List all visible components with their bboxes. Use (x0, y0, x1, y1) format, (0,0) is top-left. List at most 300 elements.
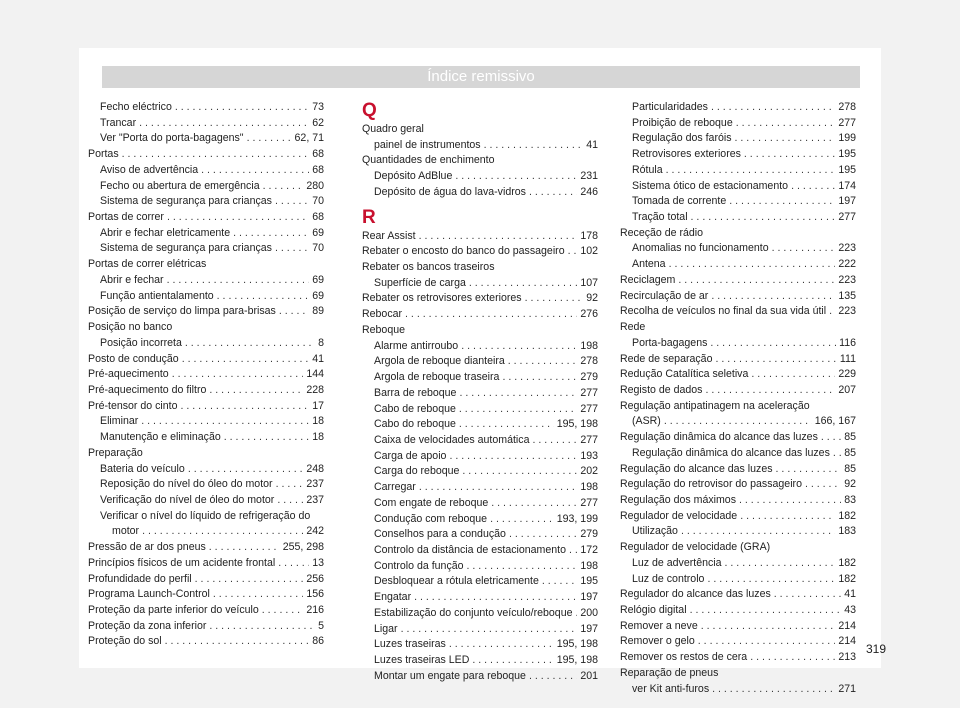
dot-leader (568, 244, 578, 260)
index-entry-page: 182 (838, 509, 856, 522)
index-entry (362, 307, 598, 323)
index-entry (620, 493, 856, 509)
index-entry-term: Tomada de corrente (632, 195, 727, 208)
index-entry (362, 244, 598, 260)
index-entry-term: Função antientalamento (100, 289, 214, 302)
index-entry-page: 156 (306, 588, 324, 601)
index-entry (88, 304, 324, 320)
index-entry-term: Quadro geral (362, 123, 424, 135)
index-entry-page: 246 (580, 185, 598, 198)
index-entry-term: Rebater os retrovisores exteriores (362, 292, 522, 305)
dot-leader (459, 417, 554, 433)
index-entry-term: Posição de serviço do limpa para-brisas (88, 305, 276, 318)
index-entry-page: 62 (312, 116, 324, 129)
dot-leader (532, 433, 577, 449)
dot-leader (490, 512, 554, 528)
index-entry-term: Conselhos para a condução (374, 528, 506, 541)
index-entry (88, 273, 324, 289)
index-entry (88, 462, 324, 478)
index-entry-page: 174 (838, 179, 856, 192)
index-entry-page: 144 (306, 368, 324, 381)
index-entry-term: Carregar (374, 481, 416, 494)
index-entry-page: 277 (580, 402, 598, 415)
dot-leader (141, 414, 309, 430)
index-entry-page: 195, 198 (556, 418, 598, 431)
index-entry-page: 214 (838, 619, 856, 632)
dot-leader (167, 273, 310, 289)
index-entry (620, 666, 856, 682)
dot-leader (213, 587, 303, 603)
index-entry-page: 70 (312, 242, 324, 255)
index-entry-term: Controlo da distância de estacionamento (374, 543, 566, 556)
index-entry-term: Programa Launch-Control (88, 588, 210, 601)
index-entry-page: 237 (306, 478, 324, 491)
index-entry (620, 587, 856, 603)
index-entry (88, 446, 324, 462)
index-entry-page: 166, 167 (814, 415, 856, 428)
index-entry (620, 682, 856, 698)
index-entry (88, 336, 324, 352)
index-entry-page: 223 (838, 273, 856, 286)
index-entry-page: 229 (838, 368, 856, 381)
dot-leader (791, 179, 835, 195)
dot-leader (275, 241, 309, 257)
index-entry-page: 277 (580, 433, 598, 446)
index-entry (88, 572, 324, 588)
page-header: Índice remissivo (102, 66, 860, 88)
index-entry-page: 248 (306, 462, 324, 475)
dot-leader (455, 169, 577, 185)
dot-leader (829, 304, 835, 320)
index-entry-term: Aviso de advertência (100, 163, 199, 176)
index-entry-page: 197 (580, 622, 598, 635)
index-entry (620, 131, 856, 147)
index-entry-page: 18 (312, 415, 324, 428)
index-entry-term: Superfície de carga (374, 276, 466, 289)
index-entry-term: Posição no banco (88, 321, 173, 334)
index-entry-page: 223 (838, 242, 856, 255)
dot-leader (405, 307, 577, 323)
dot-leader (750, 650, 835, 666)
index-entry-page: 70 (312, 195, 324, 208)
index-entry-page: 277 (580, 496, 598, 509)
dot-leader (725, 556, 836, 572)
index-entry (620, 320, 856, 336)
index-entry-term: Argola de reboque traseira (374, 371, 500, 384)
dot-leader (710, 336, 836, 352)
index-entry-page: 223 (838, 305, 856, 318)
index-entry-page: 41 (586, 138, 598, 151)
index-entry (362, 559, 598, 575)
dot-leader (821, 430, 841, 446)
index-entry-term: Manutenção e eliminação (100, 431, 221, 444)
index-entry-term: Redução Catalítica seletiva (620, 368, 749, 381)
dot-leader (181, 399, 310, 415)
dot-leader (188, 462, 304, 478)
index-entry-term: Rede (620, 321, 646, 334)
index-entry (620, 572, 856, 588)
index-entry-term: Trancar (100, 116, 137, 129)
index-entry-page: 183 (838, 525, 856, 538)
index-entry (362, 138, 598, 154)
dot-leader (772, 241, 836, 257)
dot-leader (419, 229, 578, 245)
dot-leader (165, 634, 310, 650)
index-entry (620, 399, 856, 415)
index-entry-page: 195 (838, 163, 856, 176)
index-column-middle (362, 100, 598, 684)
index-entry-term: Argola de reboque dianteira (374, 355, 505, 368)
index-entry-term: Reciclagem (620, 273, 676, 286)
index-entry (362, 354, 598, 370)
dot-leader (449, 449, 577, 465)
index-entry-term: Proibição de reboque (632, 116, 733, 129)
index-entry-page: 279 (580, 371, 598, 384)
index-entry-term: Abrir e fechar (100, 273, 164, 286)
index-entry-page: 41 (312, 352, 324, 365)
index-entry-page: 69 (312, 226, 324, 239)
index-entry-page: 277 (838, 211, 856, 224)
dot-leader (167, 210, 309, 226)
index-entry (88, 320, 324, 336)
index-entry-term: Pré-tensor do cinto (88, 399, 178, 412)
index-entry-term: Luz de advertência (632, 556, 722, 569)
index-entry (362, 464, 598, 480)
dot-leader (279, 304, 309, 320)
index-entry-term: Ver "Porta do porta-bagagens" (100, 132, 244, 145)
index-entry (620, 524, 856, 540)
index-entry (362, 433, 598, 449)
index-entry-page: 280 (306, 179, 324, 192)
index-entry-page: 73 (312, 101, 324, 113)
dot-leader (774, 587, 841, 603)
dot-leader (740, 509, 835, 525)
index-entry-page: 5 (318, 619, 324, 632)
index-entry (88, 131, 324, 147)
index-entry-term: Cabo do reboque (374, 418, 456, 431)
index-entry-page: 68 (312, 163, 324, 176)
index-entry (362, 291, 598, 307)
dot-leader (805, 477, 841, 493)
index-entry-term: Remover o gelo (620, 635, 695, 648)
index-entry (362, 496, 598, 512)
index-entry (88, 414, 324, 430)
index-entry (88, 289, 324, 305)
dot-leader (461, 339, 577, 355)
index-entry-term: Rótula (632, 163, 663, 176)
dot-leader (401, 622, 578, 638)
dot-leader (263, 179, 304, 195)
index-entry-page: 135 (838, 289, 856, 302)
dot-leader (707, 572, 835, 588)
index-entry (362, 480, 598, 496)
index-entry-term: Barra de reboque (374, 386, 457, 399)
index-entry-page: 85 (844, 462, 856, 475)
index-entry (88, 257, 324, 273)
index-entry-term: Quantidades de enchimento (362, 154, 495, 167)
index-entry (362, 653, 598, 669)
index-letter: R (362, 206, 376, 228)
dot-leader (569, 543, 577, 559)
index-entry-term: Recirculação de ar (620, 289, 709, 302)
index-entry-page: 92 (844, 478, 856, 491)
index-entry-term: Anomalias no funcionamento (632, 242, 769, 255)
dot-leader (275, 194, 309, 210)
dot-leader (459, 386, 577, 402)
index-entry-term: Portas de correr (88, 211, 164, 224)
dot-leader (247, 131, 292, 147)
dot-leader (491, 496, 577, 512)
index-entry-page: 216 (306, 604, 324, 616)
dot-leader (502, 370, 577, 386)
index-entry-term: Reposição do nível do óleo do motor (100, 478, 273, 491)
index-entry (362, 370, 598, 386)
index-entry-term: Montar um engate para reboque (374, 669, 526, 682)
index-entry-page: 198 (580, 339, 598, 352)
index-entry (88, 634, 324, 650)
dot-leader (262, 603, 304, 619)
index-entry (362, 449, 598, 465)
index-entry-page: 198 (580, 481, 598, 494)
dot-leader (712, 682, 835, 698)
index-entry-page: 102 (580, 245, 598, 258)
dot-leader (122, 147, 310, 163)
index-entry (362, 153, 598, 169)
index-entry-page: 279 (580, 528, 598, 541)
index-entry-term: Portas (88, 148, 119, 161)
dot-leader (209, 383, 303, 399)
dot-leader (195, 572, 304, 588)
index-entry-term: painel de instrumentos (374, 138, 481, 151)
dot-leader (172, 367, 304, 383)
index-entry (88, 399, 324, 415)
index-entry-page: 107 (580, 276, 598, 289)
dot-leader (529, 185, 577, 201)
index-entry-term: Rebocar (362, 308, 403, 321)
dot-leader (736, 116, 836, 132)
index-entry (620, 430, 856, 446)
dot-leader (669, 257, 836, 273)
index-entry (88, 147, 324, 163)
index-entry (88, 163, 324, 179)
index-entry (620, 556, 856, 572)
index-entry-term: Cabo de reboque (374, 402, 456, 415)
index-column-left (88, 100, 324, 650)
index-entry-term: Sistema de segurança para crianças (100, 242, 272, 255)
index-entry (88, 100, 324, 116)
index-entry-page: 182 (838, 572, 856, 585)
index-entry (362, 386, 598, 402)
index-entry (620, 116, 856, 132)
index-entry-term: Regulação antipatinagem na aceleração (620, 399, 810, 412)
index-entry (620, 477, 856, 493)
dot-leader (691, 210, 836, 226)
index-entry-term: Regulação dinâmica do alcance das luzes (620, 431, 818, 444)
index-entry-term: Recolha de veículos no final da sua vida útil (620, 305, 827, 318)
index-entry-term: Rebater o encosto do banco do passageiro (362, 245, 565, 258)
index-entry-page: 237 (306, 493, 324, 506)
index-entry-term: Regulação do retrovisor do passageiro (620, 478, 802, 491)
dot-leader (175, 100, 309, 116)
index-entry-page: 242 (306, 525, 324, 538)
index-entry-term: Registo de dados (620, 383, 703, 396)
index-entry-term: Controlo da função (374, 559, 464, 572)
index-entry-term: Regulador de velocidade (GRA) (620, 541, 771, 554)
dot-leader (449, 637, 554, 653)
index-entry-term: Antena (632, 258, 666, 271)
index-entry-term: Relógio digital (620, 604, 687, 616)
index-entry (88, 179, 324, 195)
index-entry (620, 509, 856, 525)
index-entry (88, 210, 324, 226)
dot-leader (459, 402, 577, 418)
dot-leader (542, 574, 577, 590)
index-entry-term: Utilização (632, 525, 678, 538)
index-entry-page: 278 (838, 101, 856, 113)
index-entry-term: Depósito AdBlue (374, 170, 453, 183)
index-entry-term: Sistema ótico de estacionamento (632, 179, 789, 192)
dot-leader (277, 493, 303, 509)
index-entry (620, 603, 856, 619)
index-entry-term: ver Kit anti-furos (632, 682, 710, 695)
index-entry (362, 669, 598, 685)
index-entry-page: 193, 199 (556, 512, 598, 525)
index-entry-page: 277 (580, 386, 598, 399)
index-entry-term: Proteção da zona inferior (88, 619, 207, 632)
index-entry (362, 527, 598, 543)
index-entry-term: Regulador do alcance das luzes (620, 588, 771, 601)
index-entry-term: Proteção do sol (88, 635, 162, 648)
dot-leader (142, 524, 303, 540)
index-entry (362, 512, 598, 528)
index-entry (362, 417, 598, 433)
index-entry (362, 276, 598, 292)
index-entry (620, 462, 856, 478)
index-entry (620, 163, 856, 179)
index-entry (620, 414, 856, 430)
dot-leader (224, 430, 309, 446)
index-entry-page: 202 (580, 465, 598, 478)
dot-leader (469, 276, 577, 292)
index-entry (362, 339, 598, 355)
index-entry (88, 430, 324, 446)
index-entry-term: Bateria do veículo (100, 462, 185, 475)
index-entry (620, 446, 856, 462)
index-entry-term: Remover a neve (620, 619, 698, 632)
dot-leader (209, 619, 315, 635)
index-entry-page: 277 (838, 116, 856, 129)
dot-leader (705, 383, 835, 399)
index-entry-page: 256 (306, 572, 324, 585)
index-entry-page: 195, 198 (556, 638, 598, 651)
index-entry (88, 194, 324, 210)
index-entry-term: Verificar o nível do líquido de refrigeração do (100, 509, 311, 522)
index-entry-page: 255, 298 (282, 541, 324, 554)
dot-leader (751, 367, 835, 383)
index-entry-page: 43 (844, 604, 856, 616)
index-entry-page: 207 (838, 383, 856, 396)
index-entry-term: Regulação dinâmica do alcance das luzes (632, 446, 830, 459)
index-entry-page: 199 (838, 132, 856, 145)
dot-leader (739, 493, 841, 509)
index-entry-page: 172 (580, 543, 598, 556)
index-entry (620, 147, 856, 163)
dot-leader (185, 336, 315, 352)
dot-leader (664, 414, 812, 430)
index-entry-page: 201 (580, 669, 598, 682)
index-entry (88, 509, 324, 525)
index-entry-term: Fecho ou abertura de emergência (100, 179, 260, 192)
dot-leader (467, 559, 578, 575)
index-entry-term: Com engate de reboque (374, 496, 489, 509)
index-entry-page: 116 (839, 336, 856, 349)
index-entry (362, 402, 598, 418)
index-entry-page: 213 (838, 651, 856, 664)
index-entry (620, 257, 856, 273)
index-entry-page: 69 (312, 289, 324, 302)
index-entry-term: (ASR) (632, 415, 661, 428)
index-entry (88, 383, 324, 399)
index-entry-term: Proteção da parte inferior do veículo (88, 604, 259, 616)
index-entry (620, 226, 856, 242)
dot-leader (462, 464, 577, 480)
index-entry-term: Remover os restos de cera (620, 651, 748, 664)
index-entry-term: Eliminar (100, 415, 139, 428)
dot-leader (575, 606, 577, 622)
index-entry (620, 241, 856, 257)
index-entry-page: 89 (312, 305, 324, 318)
index-entry-term: Luz de controlo (632, 572, 705, 585)
index-entry (362, 606, 598, 622)
index-entry (362, 185, 598, 201)
index-entry-term: Rede de separação (620, 352, 713, 365)
index-entry-term: Caixa de velocidades automática (374, 433, 530, 446)
dot-leader (276, 477, 304, 493)
index-entry-term: Alarme antirroubo (374, 339, 459, 352)
index-entry-term: Princípios físicos de um acidente frontal (88, 556, 276, 569)
index-entry (88, 556, 324, 572)
index-entry (88, 241, 324, 257)
index-entry (88, 587, 324, 603)
index-entry (620, 289, 856, 305)
dot-leader (182, 352, 309, 368)
index-entry-term: Carga do reboque (374, 465, 460, 478)
index-entry-term: Verificação do nível de óleo do motor (100, 493, 275, 506)
index-entry-page: 86 (312, 635, 324, 648)
index-entry-page: 182 (838, 556, 856, 569)
index-entry-page: 197 (580, 591, 598, 604)
index-entry-term: Regulação dos máximos (620, 493, 736, 506)
dot-leader (744, 147, 835, 163)
page-number: 319 (866, 642, 887, 656)
index-entry-page: 278 (580, 355, 598, 368)
index-entry (362, 543, 598, 559)
index-entry-page: 195 (580, 575, 598, 588)
index-entry (362, 574, 598, 590)
dot-leader (419, 480, 578, 496)
index-entry-page: 228 (306, 383, 324, 396)
index-entry-page: 271 (838, 682, 856, 695)
dot-leader (484, 138, 584, 154)
dot-leader (735, 131, 836, 147)
index-entry-term: Luzes traseiras LED (374, 654, 470, 666)
index-entry-term: Abrir e fechar eletricamente (100, 226, 231, 239)
index-entry-page: 8 (318, 336, 324, 349)
index-entry (620, 650, 856, 666)
dot-leader (690, 603, 842, 619)
index-entry-page: 195, 198 (556, 654, 598, 666)
index-entry-term: Pressão de ar dos pneus (88, 541, 206, 554)
